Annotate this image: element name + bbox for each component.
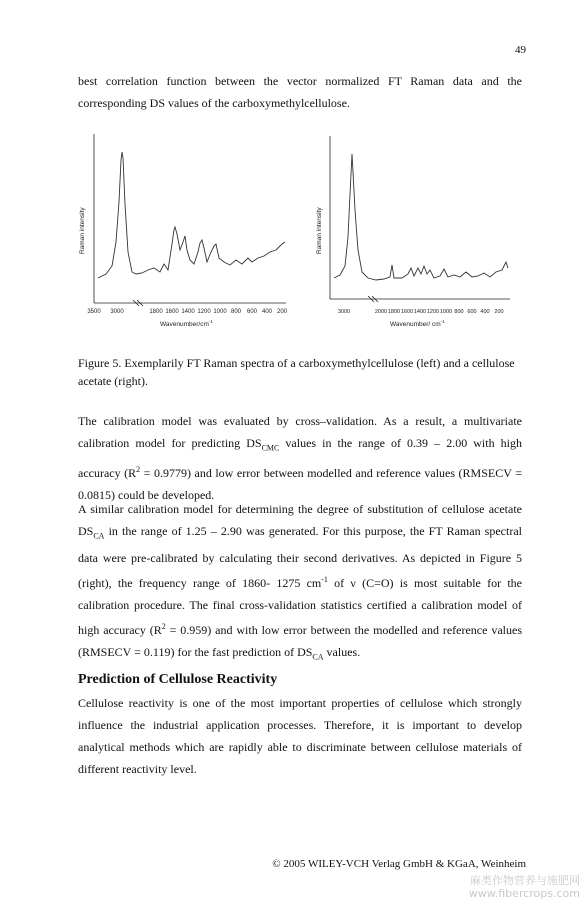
intro-paragraph — [78, 70, 522, 114]
tick-label: 3000 — [110, 309, 124, 315]
section-heading: Prediction of Cellulose Reactivity — [78, 672, 278, 687]
y-axis-label: Raman intensity — [79, 207, 86, 254]
tick-label: 1200 — [197, 309, 211, 315]
tick-label: 1800 — [149, 309, 163, 315]
tick-label: 1400 — [413, 309, 427, 315]
text-line: calibration model for predicting $DS_{CMC}$ values in the range of 0.39 – 2.00 with high — [78, 436, 522, 453]
watermark-url: www.fibercrops.com — [468, 887, 580, 900]
tick-label: 400 — [480, 309, 490, 315]
text-line: best correlation function between the vector normalized FT Raman data and the — [78, 74, 522, 88]
text-line: different reactivity level. — [78, 762, 197, 776]
tick-label: 1200 — [426, 309, 440, 315]
tick-label: 1600 — [165, 309, 179, 315]
tick-label: 600 — [246, 309, 258, 315]
x-axis-label: Wavenumber/$cm^{-1}$ — [160, 319, 213, 328]
text-line: influence the industrial application processes. Therefore, it is important to develop — [78, 718, 522, 732]
tick-label: 800 — [454, 309, 464, 315]
x-axis-label: Wavenumber/ $cm^{-1}$ — [390, 319, 445, 328]
calibration-paragraph — [78, 410, 522, 506]
tick-label: 3000 — [337, 309, 351, 315]
figure-left-spectrum — [76, 132, 290, 332]
text-line: analytical methods which are rapidly able to discriminate between cellulose materials of — [78, 740, 522, 754]
text-line: The calibration model was evaluated by cross–validation. As a result, a multivariate — [78, 414, 522, 428]
text-line: accuracy $(R^2 = 0.9779)$ and low error between modelled and reference values (RMSECV = — [78, 465, 522, 481]
spectrum-line — [98, 152, 285, 278]
tick-label: 3500 — [87, 309, 101, 315]
tick-label: 1800 — [387, 309, 401, 315]
x-tick-labels — [87, 309, 287, 315]
tick-label: 800 — [230, 309, 242, 315]
tick-label: 400 — [261, 309, 273, 315]
caption-line: Figure 5. Exemplarily FT Raman spectra of a carboxymethylcellulose (left) and a cellulose — [78, 356, 515, 370]
reactivity-paragraph — [78, 692, 522, 780]
text-line: corresponding DS values of the carboxymethylcellulose. — [78, 96, 350, 110]
figure-caption — [78, 354, 522, 390]
tick-label: 1400 — [181, 309, 195, 315]
tick-label: 600 — [467, 309, 477, 315]
tick-label: 200 — [494, 309, 504, 315]
text-line: Cellulose reactivity is one of the most important properties of cellulose which strongly — [78, 696, 522, 710]
text-line: 0.0815) could be developed. — [78, 488, 215, 503]
figure-right-spectrum — [314, 132, 514, 332]
copyright-footer: © 2005 WILEY-VCH Verlag GmbH & KGaA, Weinheim — [272, 858, 526, 870]
text-line: data were pre-calibrated by calculating their second derivatives. As depicted in Figure 5 — [78, 551, 522, 566]
text-line: high accuracy $(R^2 = 0.959)$ and with low error between the modelled and reference values — [78, 622, 522, 638]
tick-label: 200 — [276, 309, 288, 315]
tick-label: 1000 — [439, 309, 453, 315]
spectrum-line — [334, 154, 508, 280]
x-tick-labels — [338, 309, 504, 315]
watermark-cn: 麻类作物营养与施肥网 — [470, 874, 580, 887]
text-line: $DS_{CA}$ in the range of 1.25 – 2.90 was generated. For this purpose, the FT Raman spectral — [78, 524, 522, 541]
caption-line: acetate (right). — [78, 374, 148, 388]
text-line: (right), the frequency range of 1860- 1275 $cm^{-1}$ of ν (C=O) is most suitable for the — [78, 575, 523, 591]
text-line: calibration procedure. The final cross-validation statistics certified a calibration model of — [78, 598, 522, 613]
page-number: 49 — [515, 44, 526, 56]
tick-label: 1000 — [213, 309, 227, 315]
y-axis-label: Raman intensity — [316, 207, 323, 254]
acetate-paragraph — [78, 498, 522, 669]
text-line: A similar calibration model for determining the degree of substitution of cellulose acetate — [78, 502, 522, 516]
tick-label: 2000 — [374, 309, 388, 315]
tick-label: 1600 — [400, 309, 414, 315]
text-line: (RMSECV = 0.119) for the fast prediction of $DS_{CA}$ values. — [78, 645, 361, 662]
